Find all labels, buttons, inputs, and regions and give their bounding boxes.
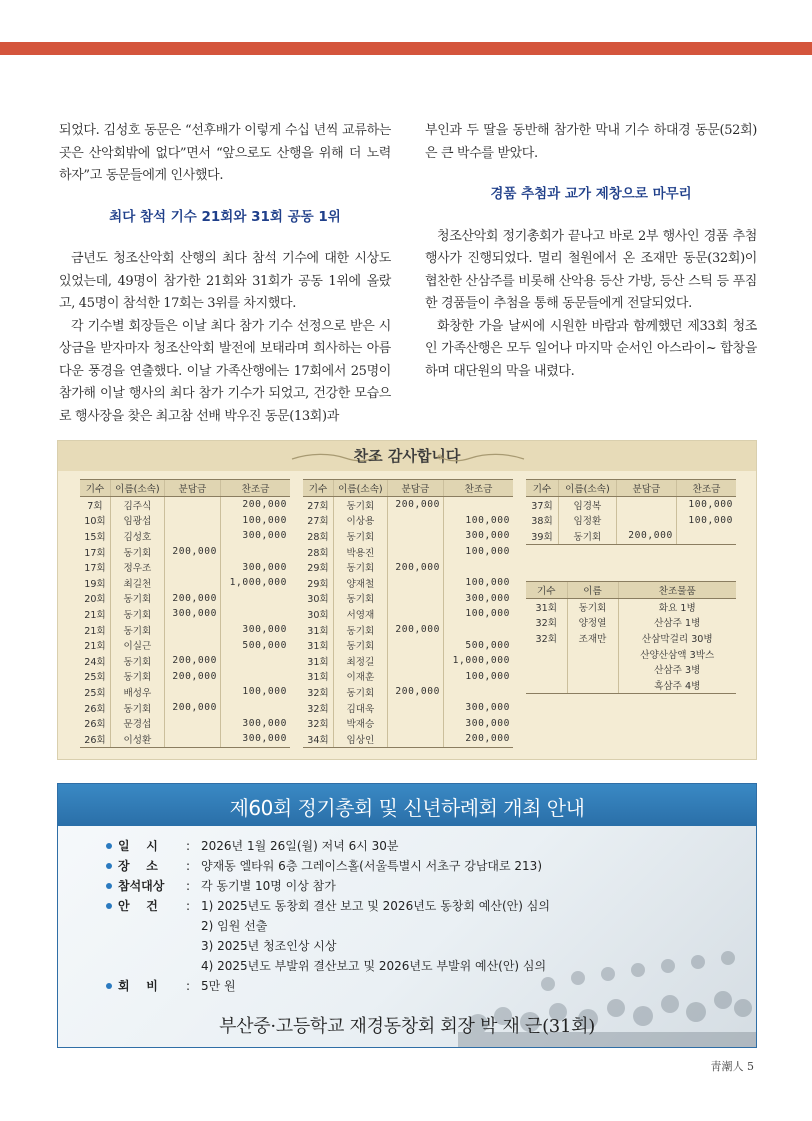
table-row (526, 661, 736, 677)
paragraph: 부인과 두 딸을 동반해 참가한 막내 기수 하대경 동문(52회)은 큰 박수를 받았다. (425, 123, 757, 161)
table-row (303, 559, 513, 575)
table-cell: 동기회 (110, 544, 164, 560)
general-meeting-notice (57, 783, 757, 1048)
colon: : (186, 839, 191, 853)
table-cell (164, 637, 220, 653)
table-row (526, 646, 736, 662)
table-body (526, 497, 736, 545)
table-cell (676, 528, 736, 544)
column-header: 이름(소속) (559, 480, 617, 497)
table-row (303, 591, 513, 607)
table-cell: 정우조 (110, 559, 164, 575)
table-cell (164, 528, 220, 544)
table-row (80, 606, 290, 622)
table-cell: 500,000 (443, 637, 513, 653)
table-cell: 28회 (307, 547, 329, 559)
table-row (303, 653, 513, 669)
table-cell: 300,000 (220, 715, 290, 731)
table-header-row (526, 582, 736, 599)
table-cell: 32회 (307, 719, 329, 731)
table-cell: 양정열 (567, 615, 618, 631)
table-row (80, 653, 290, 669)
table-cell: 25회 (84, 687, 106, 699)
paragraph: 되었다. 김성호 동문은 “선후배가 이렇게 수십 년씩 교류하는 곳은 산악회밖에 없다”면서 “앞으로도 산행을 위해 더 노력하자”고 동문들에게 인사했다. (59, 123, 391, 183)
table-header-row (303, 480, 513, 497)
table-cell: 21회 (84, 609, 106, 621)
paragraph: 화창한 가을 날씨에 시원한 바람과 함께했던 제33회 청조인 가족산행은 모두 일어나 마지막 순서인 아스라이~ 합창을 하며 대단원의 막을 내렸다. (425, 318, 757, 379)
column-header: 이름(소속) (110, 480, 164, 497)
table-cell: 31회 (307, 641, 329, 653)
table-cell (164, 575, 220, 591)
table-cell: 김성호 (110, 528, 164, 544)
table-cell (567, 646, 618, 662)
column-header: 분담금 (616, 480, 676, 497)
paragraph: 각 기수별 회장들은 이날 최다 참가 기수 선정으로 받은 시상금을 받자마자 청조산악회 발전에 보태라며 희사하는 아름다운 풍경을 연출했다. 이날 가족산행에는 17회에서 25명이 참가해 이날 행사의 최다 참가 기수가 되었고, 건강한 모습으로 행사장을 찾은 최고참 선배 박우진 동문(13회)과 (59, 318, 391, 424)
table-cell: 임광섭 (110, 513, 164, 529)
table-row (80, 591, 290, 607)
table-header-row (80, 480, 290, 497)
page-number: 靑潮人 5 (710, 1060, 754, 1073)
table-cell (220, 669, 290, 685)
table-cell: 박용진 (333, 544, 387, 560)
table-cell: 100,000 (676, 497, 736, 513)
table-cell: 100,000 (443, 669, 513, 685)
table-cell (164, 559, 220, 575)
table-row (303, 700, 513, 716)
notice-label: 안 건 (118, 899, 158, 913)
table-cell: 양재철 (333, 575, 387, 591)
column-header: 기수 (526, 582, 567, 599)
notice-value: 2026년 1월 26일(월) 저녁 6시 30분 (201, 839, 399, 853)
notice-value: 각 동기별 10명 이상 참가 (201, 879, 336, 893)
table-cell: 200,000 (164, 700, 220, 716)
table-cell: 동기회 (333, 684, 387, 700)
column-header: 분담금 (387, 480, 443, 497)
table-cell: 32회 (535, 633, 557, 645)
table-cell: 29회 (307, 563, 329, 575)
column-header: 기수 (526, 480, 559, 497)
table-cell: 동기회 (333, 622, 387, 638)
notice-label: 장 소 (118, 859, 158, 873)
column-header: 찬조물품 (618, 582, 736, 599)
table-cell: 박재승 (333, 715, 387, 731)
table-cell (387, 544, 443, 560)
table-cell (526, 661, 567, 677)
bullet-icon (106, 903, 112, 909)
goods-table (526, 581, 736, 694)
notice-label: 일 시 (118, 839, 158, 853)
column-header: 찬조금 (676, 480, 736, 497)
table-cell: 300,000 (164, 606, 220, 622)
notice-value: 5만 원 (201, 979, 236, 993)
column-header: 찬조금 (443, 480, 513, 497)
table-cell: 200,000 (387, 684, 443, 700)
table-row (303, 528, 513, 544)
table-row (303, 497, 513, 513)
table-row (303, 715, 513, 731)
table-cell: 200,000 (164, 544, 220, 560)
table-cell: 17회 (84, 547, 106, 559)
table-cell: 동기회 (333, 528, 387, 544)
notice-value: 양재동 엘타워 6층 그레이스홀(서울특별시 서초구 강남대로 213) (201, 859, 542, 873)
table-cell (220, 653, 290, 669)
table-cell: 동기회 (110, 669, 164, 685)
table-cell (164, 731, 220, 747)
column-header: 분담금 (164, 480, 220, 497)
paragraph: 청조산악회 정기총회가 끝나고 바로 2부 행사인 경품 추첨 행사가 진행되었다. 멀리 철원에서 온 조재만 동문(32회)이 협찬한 산삼주를 비롯해 산악용 등산 가방, 등산 스틱 등 푸짐한 경품들이 추첨을 통해 동문들에게 전달되었다. (425, 228, 757, 311)
table-cell: 26회 (80, 731, 110, 747)
table-cell: 이성환 (110, 731, 164, 747)
table-cell: 이실근 (110, 637, 164, 653)
table-cell: 200,000 (164, 669, 220, 685)
table-cell: 동기회 (559, 528, 617, 544)
table-cell: 15회 (84, 531, 106, 543)
table-cell (164, 513, 220, 529)
column-header: 기수 (303, 480, 333, 497)
notice-label: 참석대상 (118, 879, 165, 893)
table-cell: 100,000 (220, 684, 290, 700)
table-cell (526, 646, 567, 662)
table-row (80, 544, 290, 560)
table-cell: 동기회 (333, 497, 387, 513)
table-cell: 산양산삼액 3박스 (618, 646, 736, 662)
table-cell: 31회 (535, 602, 557, 614)
table-cell: 26회 (84, 719, 106, 731)
table-row (303, 669, 513, 685)
table-cell: 39회 (526, 528, 559, 544)
bullet-icon (106, 843, 112, 849)
table-body (303, 497, 513, 748)
table-row (80, 669, 290, 685)
table-cell: 흑삼주 4병 (618, 677, 736, 693)
table-cell: 200,000 (616, 528, 676, 544)
table-header-row (526, 480, 736, 497)
table-row (303, 544, 513, 560)
table-cell: 김대욱 (333, 700, 387, 716)
sponsorship-thanks-box (57, 440, 757, 760)
notice-value: 2) 임원 선출 (201, 919, 268, 933)
table-cell (567, 661, 618, 677)
table-cell (387, 700, 443, 716)
sponsor-table-2 (303, 479, 513, 748)
table-row (303, 731, 513, 747)
colon: : (186, 899, 191, 913)
table-cell: 배성우 (110, 684, 164, 700)
table-cell: 24회 (84, 656, 106, 668)
table-row (526, 615, 736, 631)
colon: : (186, 859, 191, 873)
table-row (303, 637, 513, 653)
table-cell (164, 497, 220, 513)
notice-value: 1) 2025년도 동창회 결산 보고 및 2026년도 동창회 예산(안) 심의 (201, 899, 550, 913)
table-cell: 300,000 (220, 559, 290, 575)
bullet-icon (106, 983, 112, 989)
table-cell (616, 513, 676, 529)
table-cell: 37회 (531, 500, 553, 512)
table-cell: 10회 (84, 516, 106, 528)
table-row (526, 528, 736, 544)
table-cell: 300,000 (220, 731, 290, 747)
table-row (80, 622, 290, 638)
table-cell: 산삼막걸리 30병 (618, 630, 736, 646)
notice-value: 4) 2025년도 부발위 결산보고 및 2026년도 부발위 예산(안) 심의 (201, 959, 547, 973)
table-cell (220, 544, 290, 560)
table-cell: 32회 (307, 687, 329, 699)
table-row (80, 684, 290, 700)
table-cell: 동기회 (110, 591, 164, 607)
table-cell (387, 513, 443, 529)
table-cell (526, 677, 567, 693)
table-cell: 문경섭 (110, 715, 164, 731)
table-cell (387, 731, 443, 747)
table-body (526, 599, 736, 694)
table-body (80, 497, 290, 748)
table-cell (616, 497, 676, 513)
table-cell: 100,000 (220, 513, 290, 529)
table-cell (387, 575, 443, 591)
left-text-column (59, 120, 391, 428)
table-cell: 200,000 (220, 497, 290, 513)
table-row (80, 513, 290, 529)
table-cell: 38회 (531, 516, 553, 528)
notice-value: 3) 2025년 청조인상 시상 (201, 939, 337, 953)
table-cell: 100,000 (443, 544, 513, 560)
table-cell (387, 653, 443, 669)
section-heading: 최다 참석 기수 21회와 31회 공동 1위 (109, 208, 341, 225)
table-cell: 산삼주 3병 (618, 661, 736, 677)
table-cell: 100,000 (443, 606, 513, 622)
table-cell (443, 684, 513, 700)
table-cell (164, 622, 220, 638)
table-cell: 300,000 (443, 715, 513, 731)
table-cell (220, 591, 290, 607)
table-row (303, 575, 513, 591)
table-cell: 21회 (84, 625, 106, 637)
table-cell (220, 606, 290, 622)
table-cell: 300,000 (220, 622, 290, 638)
table-cell: 100,000 (676, 513, 736, 529)
signature-line: 부산중·고등학교 재경동창회 회장 박 재 근(31회) (219, 1016, 595, 1037)
table-cell: 200,000 (164, 591, 220, 607)
table-cell: 동기회 (110, 622, 164, 638)
table-cell: 동기회 (110, 653, 164, 669)
table-cell: 300,000 (220, 528, 290, 544)
table-cell: 최정길 (333, 653, 387, 669)
table-row (80, 700, 290, 716)
table-cell: 이재훈 (333, 669, 387, 685)
table-row (526, 677, 736, 693)
column-header: 이름(소속) (333, 480, 387, 497)
table-cell: 31회 (307, 625, 329, 637)
table-cell: 27회 (307, 500, 329, 512)
table-row (80, 559, 290, 575)
table-cell: 31회 (307, 656, 329, 668)
table-row (80, 575, 290, 591)
table-cell: 500,000 (220, 637, 290, 653)
thanks-title: 찬조 감사합니다 (353, 447, 461, 465)
table-cell: 임상인 (333, 731, 387, 747)
table-cell (443, 497, 513, 513)
table-cell (387, 669, 443, 685)
bullet-icon (106, 883, 112, 889)
table-cell (387, 606, 443, 622)
bullet-icon (106, 863, 112, 869)
table-cell: 동기회 (333, 637, 387, 653)
table-cell: 31회 (307, 672, 329, 684)
table-cell: 34회 (303, 731, 333, 747)
table-cell: 300,000 (443, 700, 513, 716)
table-row (303, 622, 513, 638)
table-cell: 임정환 (559, 513, 617, 529)
table-cell: 동기회 (333, 591, 387, 607)
column-header: 기수 (80, 480, 110, 497)
table-cell: 200,000 (443, 731, 513, 747)
table-cell: 32회 (535, 618, 557, 630)
table-cell: 200,000 (387, 497, 443, 513)
table-row (303, 513, 513, 529)
table-cell: 25회 (84, 672, 106, 684)
paragraph: 금년도 청조산악회 산행의 최다 참석 기수에 대한 시상도 있었는데, 49명이 참가한 21회와 31회가 공동 1위에 올랐고, 45명이 참석한 17회는 3위를 차지했다. (59, 251, 391, 311)
table-row (526, 497, 736, 513)
table-cell: 동기회 (110, 606, 164, 622)
table-cell (164, 715, 220, 731)
table-row (80, 497, 290, 513)
table-cell: 27회 (307, 516, 329, 528)
table-cell: 200,000 (387, 559, 443, 575)
table-cell: 동기회 (110, 700, 164, 716)
table-row (526, 599, 736, 615)
notice-title: 제60회 정기총회 및 신년하례회 개최 안내 (229, 796, 585, 820)
table-cell: 21회 (84, 641, 106, 653)
table-cell (567, 677, 618, 693)
table-cell: 26회 (84, 703, 106, 715)
table-row (526, 630, 736, 646)
table-cell (443, 559, 513, 575)
table-cell: 산삼주 1병 (618, 615, 736, 631)
table-cell: 동기회 (567, 599, 618, 615)
sponsor-table-1 (80, 479, 290, 748)
table-cell: 임경복 (559, 497, 617, 513)
table-cell: 화요 1병 (618, 599, 736, 615)
table-cell: 200,000 (164, 653, 220, 669)
sponsor-table-3 (526, 479, 736, 545)
table-cell: 20회 (84, 594, 106, 606)
table-cell: 100,000 (443, 513, 513, 529)
notice-label: 회 비 (118, 979, 158, 993)
table-cell: 조재만 (567, 630, 618, 646)
top-accent-bar (0, 42, 812, 55)
table-cell: 이상용 (333, 513, 387, 529)
table-cell: 29회 (307, 578, 329, 590)
table-cell: 300,000 (443, 591, 513, 607)
table-cell (387, 637, 443, 653)
table-cell: 1,000,000 (220, 575, 290, 591)
table-row (80, 528, 290, 544)
right-text-column (425, 120, 757, 383)
table-cell: 300,000 (443, 528, 513, 544)
table-cell: 30회 (307, 609, 329, 621)
table-cell (387, 528, 443, 544)
column-header: 이름 (567, 582, 618, 599)
table-cell: 32회 (307, 703, 329, 715)
table-row (80, 731, 290, 747)
table-row (303, 684, 513, 700)
table-cell: 동기회 (333, 559, 387, 575)
table-cell (387, 591, 443, 607)
table-row (80, 715, 290, 731)
table-cell (164, 684, 220, 700)
table-cell: 최길천 (110, 575, 164, 591)
right-swirl-ornament-icon (436, 451, 526, 463)
table-cell: 100,000 (443, 575, 513, 591)
table-cell: 7회 (87, 500, 103, 512)
table-cell: 30회 (307, 594, 329, 606)
table-cell (443, 622, 513, 638)
table-cell (387, 715, 443, 731)
table-cell (220, 700, 290, 716)
table-row (80, 637, 290, 653)
colon: : (186, 879, 191, 893)
section-heading: 경품 추첨과 교가 제창으로 마무리 (490, 186, 692, 202)
table-cell: 200,000 (387, 622, 443, 638)
table-cell: 19회 (84, 578, 106, 590)
table-cell: 28회 (307, 531, 329, 543)
table-cell: 서영재 (333, 606, 387, 622)
table-row (303, 606, 513, 622)
colon: : (186, 979, 191, 993)
table-cell: 1,000,000 (443, 653, 513, 669)
table-cell: 김주식 (110, 497, 164, 513)
table-row (526, 513, 736, 529)
table-cell: 17회 (84, 563, 106, 575)
column-header: 찬조금 (220, 480, 290, 497)
